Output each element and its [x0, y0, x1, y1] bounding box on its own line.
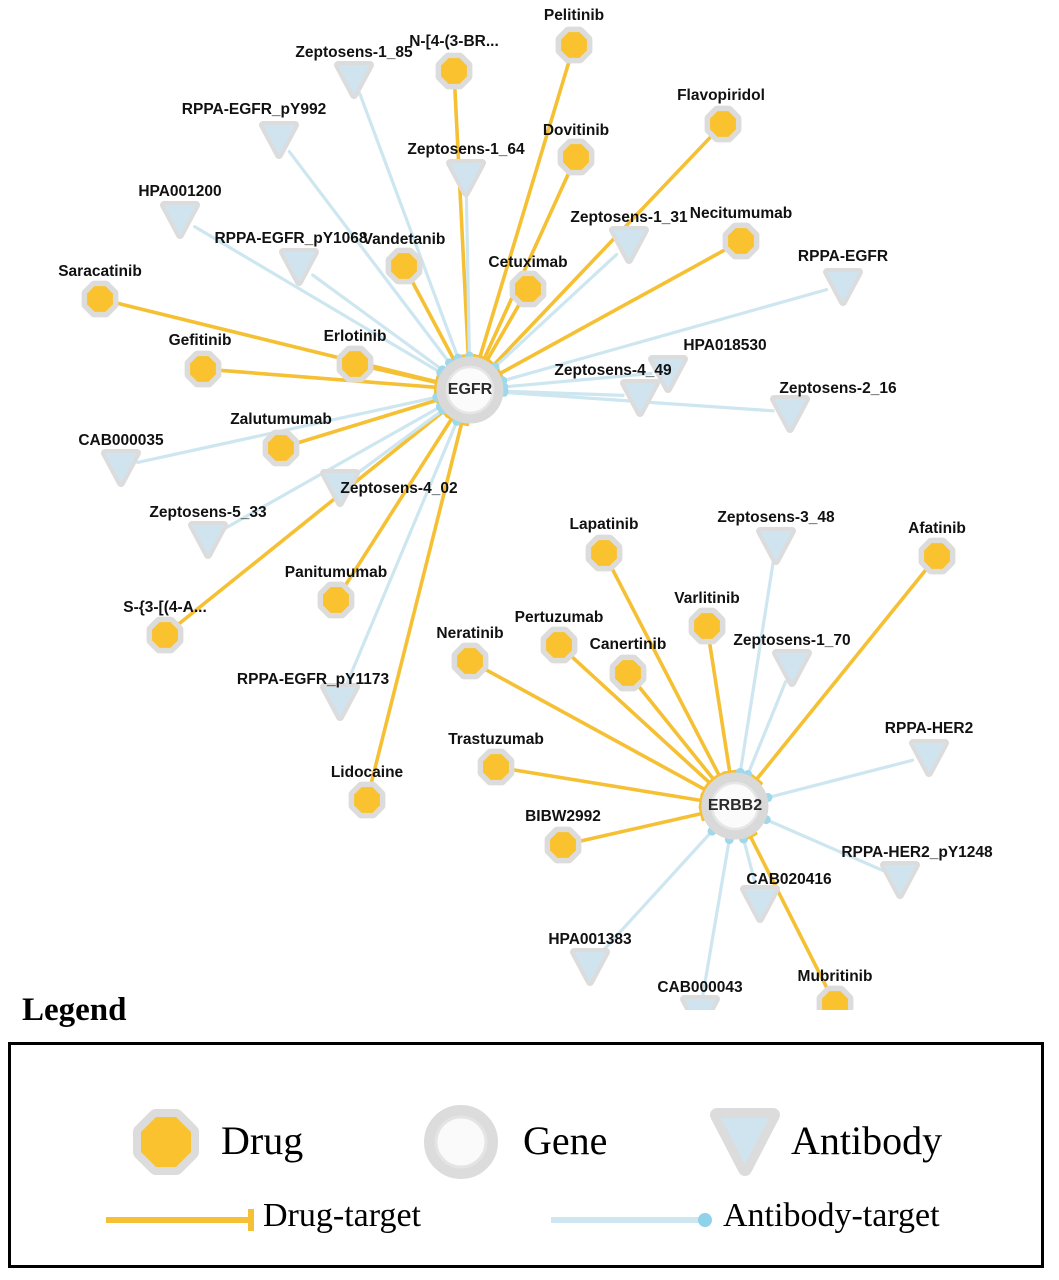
legend-gene-icon: [431, 1112, 491, 1172]
legend-box: [8, 1042, 1044, 1268]
node-label: CAB020416: [746, 871, 832, 888]
drug-node[interactable]: [267, 434, 295, 462]
drug-node[interactable]: [456, 647, 484, 675]
node-label: RPPA-EGFR_pY992: [181, 101, 327, 118]
drug-node[interactable]: [353, 786, 381, 814]
drug-node[interactable]: [514, 275, 542, 303]
node-label: RPPA-HER2_pY1248: [841, 844, 993, 861]
node-label: ERBB2: [707, 797, 763, 814]
node-label: Zeptosens-4_49: [554, 362, 672, 379]
antibody-node[interactable]: [884, 865, 916, 895]
legend-label-antibody-target: Antibody-target: [723, 1197, 940, 1234]
drug-node[interactable]: [727, 227, 755, 255]
legend-label-antibody: Antibody: [791, 1118, 943, 1163]
node-label: RPPA-EGFR_pY1068: [214, 230, 368, 247]
drug-node[interactable]: [482, 753, 510, 781]
node-label: S-{3-[(4-A...: [123, 599, 207, 616]
node-label: Mubritinib: [797, 968, 873, 985]
node-label: Zeptosens-1_70: [733, 632, 851, 649]
node-label: EGFR: [447, 381, 493, 398]
antibody-node[interactable]: [760, 531, 792, 561]
edge: [372, 368, 437, 383]
legend-antibody-target-edge: [551, 1213, 712, 1227]
drug-node[interactable]: [189, 355, 217, 383]
edge: [768, 760, 913, 797]
node-label: Erlotinib: [323, 328, 387, 345]
node-label: Zeptosens-1_85: [295, 44, 413, 61]
antibody-node[interactable]: [283, 252, 315, 282]
node-label: CAB000043: [657, 979, 743, 996]
node-label: Vandetanib: [362, 231, 446, 248]
node-label: N-[4-(3-BR...: [409, 33, 499, 50]
node-label: Neratinib: [436, 625, 504, 642]
drug-node[interactable]: [341, 350, 369, 378]
node-label: HPA001200: [138, 183, 222, 200]
node-label: HPA018530: [683, 337, 767, 354]
node-label: Varlitinib: [674, 590, 740, 607]
drug-node[interactable]: [549, 831, 577, 859]
drug-node[interactable]: [614, 659, 642, 687]
legend-drug-icon: [141, 1117, 191, 1167]
drug-node[interactable]: [151, 621, 179, 649]
node-label: Trastuzumab: [448, 731, 544, 748]
drug-node[interactable]: [923, 542, 951, 570]
drug-node[interactable]: [322, 586, 350, 614]
node-label: RPPA-EGFR_pY1173: [236, 671, 390, 688]
drug-node[interactable]: [562, 143, 590, 171]
drug-node[interactable]: [390, 252, 418, 280]
node-label: Dovitinib: [542, 122, 610, 139]
drug-node[interactable]: [709, 110, 737, 138]
node-label: Lapatinib: [569, 516, 639, 533]
node-label: Panitumumab: [284, 564, 388, 581]
edge: [513, 770, 702, 801]
node-label: Canertinib: [589, 636, 667, 653]
node-label: Afatinib: [908, 520, 966, 537]
drug-node[interactable]: [821, 990, 849, 1010]
node-label: Pelitinib: [543, 7, 605, 24]
antibody-node[interactable]: [613, 230, 645, 260]
node-label: RPPA-EGFR: [797, 248, 889, 265]
antibody-node[interactable]: [450, 163, 482, 193]
node-label: Zeptosens-5_33: [149, 504, 267, 521]
antibody-node[interactable]: [574, 952, 606, 982]
node-label: BIBW2992: [525, 808, 601, 825]
edge: [756, 569, 926, 779]
node-label: RPPA-HER2: [884, 720, 974, 737]
node-label: Zalutumumab: [230, 411, 332, 428]
node-label: Zeptosens-2_16: [779, 380, 897, 397]
antibody-node[interactable]: [338, 65, 370, 95]
node-label: Necitumumab: [689, 205, 793, 222]
edge-layer: [117, 61, 927, 995]
edge: [480, 61, 569, 357]
drug-node[interactable]: [693, 612, 721, 640]
drug-node[interactable]: [560, 31, 588, 59]
legend-label-gene: Gene: [523, 1118, 608, 1163]
node-label: Zeptosens-3_48: [717, 509, 835, 526]
drug-node[interactable]: [440, 57, 468, 85]
antibody-node[interactable]: [744, 889, 776, 919]
node-label: Pertuzumab: [514, 609, 604, 626]
node-label: Zeptosens-1_64: [407, 141, 525, 158]
node-label: Flavopiridol: [677, 87, 765, 104]
node-label: Cetuximab: [488, 254, 568, 271]
node-label: Zeptosens-4_02: [340, 480, 458, 497]
node-label: Gefitinib: [168, 332, 232, 349]
legend-antibody-icon: [717, 1115, 773, 1169]
antibody-node[interactable]: [774, 399, 806, 429]
antibody-node[interactable]: [776, 653, 808, 683]
edge: [710, 643, 730, 773]
antibody-node[interactable]: [827, 272, 859, 302]
edge-cap: [436, 381, 437, 393]
antibody-node[interactable]: [164, 205, 196, 235]
node-label: Saracatinib: [58, 263, 142, 280]
legend-title: Legend: [22, 992, 127, 1028]
legend-drug-target-edge: [106, 1209, 251, 1231]
edge: [347, 421, 457, 684]
antibody-node[interactable]: [324, 687, 356, 717]
node-label: CAB000035: [78, 432, 164, 449]
node-label: Zeptosens-1_31: [570, 209, 688, 226]
node-label: Lidocaine: [330, 764, 404, 781]
antibody-node[interactable]: [192, 525, 224, 555]
legend-label-drug: Drug: [221, 1118, 304, 1163]
legend-label-drug-target: Drug-target: [263, 1197, 421, 1234]
node-label: HPA001383: [548, 931, 632, 948]
drug-node[interactable]: [545, 631, 573, 659]
edge: [639, 686, 714, 779]
antibody-node[interactable]: [684, 999, 716, 1010]
antibody-node[interactable]: [105, 453, 137, 483]
edge: [703, 840, 729, 996]
drug-node[interactable]: [86, 285, 114, 313]
antibody-node[interactable]: [624, 383, 656, 413]
drug-node[interactable]: [590, 539, 618, 567]
edge: [740, 561, 773, 773]
antibody-node[interactable]: [913, 743, 945, 773]
